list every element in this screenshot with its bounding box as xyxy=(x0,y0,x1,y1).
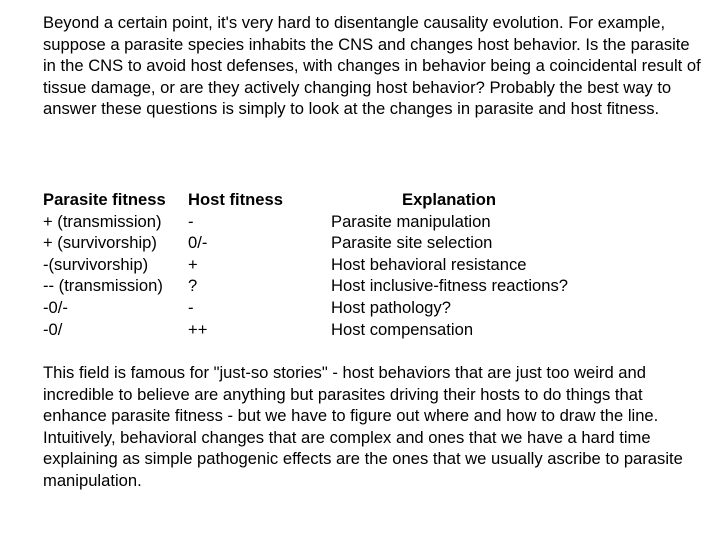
parasite-fitness-cell: + (transmission) xyxy=(43,211,162,231)
parasite-fitness-cell: -(survivorship) xyxy=(43,254,149,274)
explanation-column xyxy=(331,189,703,340)
parasite-fitness-cell: -0/- xyxy=(43,297,68,317)
host-fitness-header: Host fitness xyxy=(188,190,283,209)
host-fitness-cell: 0/- xyxy=(188,233,208,253)
intro-paragraph: Beyond a certain point, it's very hard to disentangle causality evolution. For example, suppose a parasite species inhabits the CNS and changes host behavior. Is the parasite in the CNS to avoid host defenses, with changes in behavior being a coincidental result of tissue damage, or are they actively changing host behavior? Probably the best way to answer these questions is simply to look at the changes in parasite and host fitness. xyxy=(43,13,701,119)
host-fitness-cell: + xyxy=(188,254,198,274)
explanation-cell: Host behavioral resistance xyxy=(331,254,527,274)
host-fitness-cell: ++ xyxy=(188,319,208,339)
fitness-table xyxy=(43,189,703,341)
host-fitness-cell: - xyxy=(188,211,194,231)
explanation-cell: Host pathology? xyxy=(331,297,451,317)
parasite-fitness-cell: + (survivorship) xyxy=(43,233,157,253)
explanation-header: Explanation xyxy=(402,190,497,209)
host-fitness-cell: - xyxy=(188,297,194,317)
host-fitness-column xyxy=(188,189,328,340)
explanation-cell: Host inclusive-fitness reactions? xyxy=(331,276,569,296)
parasite-fitness-cell: -0/ xyxy=(43,319,63,339)
explanation-cell: Parasite manipulation xyxy=(331,211,491,231)
explanation-cell: Parasite site selection xyxy=(331,233,493,253)
parasite-fitness-cell: -- (transmission) xyxy=(43,276,163,296)
host-fitness-cell: ? xyxy=(188,276,198,296)
parasite-fitness-column xyxy=(43,189,185,340)
explanation-cell: Host compensation xyxy=(331,319,474,339)
parasite-fitness-header: Parasite fitness xyxy=(43,190,166,209)
outro-paragraph: This field is famous for "just-so stories" - host behaviors that are just too weird and incredible to believe are anything but parasites driving their hosts to do things that enhance parasite fitness - but we have to figure out where and how to draw the line. Intuitively, behavioral changes that are complex and ones that we have a hard time explaining as simple pathogenic effects are the ones that we usually ascribe to parasite manipulation. xyxy=(43,363,683,490)
